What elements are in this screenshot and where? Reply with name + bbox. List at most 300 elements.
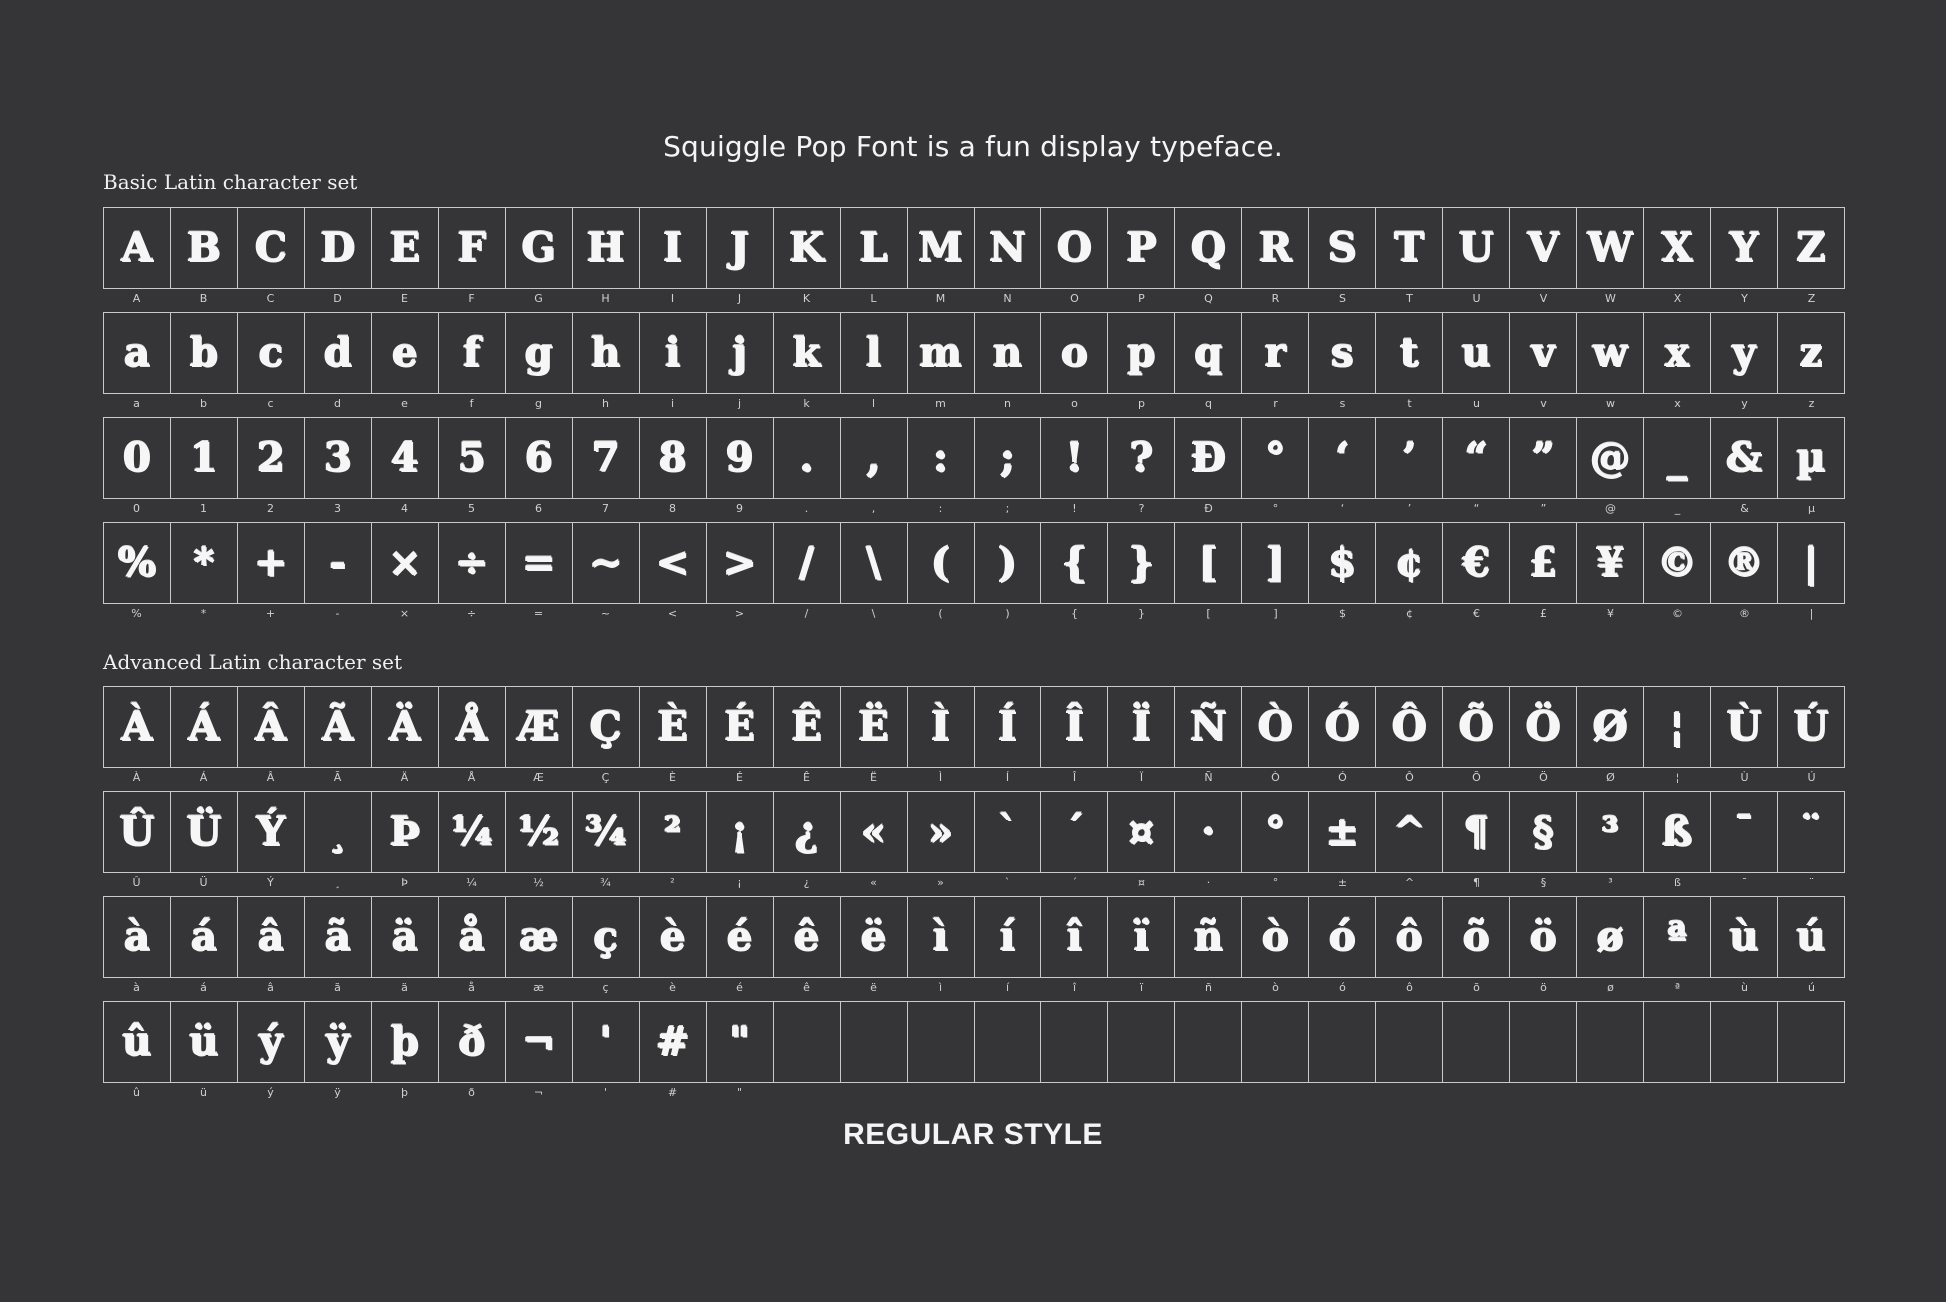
- glyph-label: ë: [870, 981, 877, 994]
- glyph-label: V: [1539, 292, 1548, 305]
- glyph-cell: [1108, 792, 1175, 873]
- glyph-cell: [975, 792, 1042, 873]
- glyph-cell: [104, 1002, 171, 1083]
- glyph-label: ’: [1407, 502, 1412, 515]
- glyph-cell: [908, 418, 975, 499]
- glyph-cell: [573, 897, 640, 978]
- glyph-cell: [238, 792, 305, 873]
- glyph-label: ©: [1672, 607, 1683, 620]
- glyph-cell: [975, 687, 1042, 768]
- glyph-label: [1443, 1083, 1510, 1103]
- glyph-cell: [640, 792, 707, 873]
- glyph-label: *: [200, 607, 207, 620]
- glyph-sample: @: [1590, 434, 1631, 481]
- glyph-label: |: [1809, 607, 1814, 620]
- glyph-label: ö: [1540, 981, 1547, 994]
- glyph-sample: S: [1327, 224, 1357, 271]
- glyph-cell: [908, 897, 975, 978]
- glyph-sample: r: [1264, 329, 1286, 376]
- glyph-label: Ù: [1740, 771, 1749, 784]
- glyph-sample: Đ: [1190, 434, 1226, 481]
- glyph-sample: X: [1661, 224, 1693, 271]
- glyph-cell: [573, 1002, 640, 1083]
- glyph-sample: &: [1725, 434, 1763, 481]
- glyph-label: %: [131, 607, 142, 620]
- glyph-cell: [1443, 313, 1510, 394]
- glyph-cell: [1711, 418, 1778, 499]
- glyph-label: 7: [602, 502, 609, 515]
- glyph-label: /: [804, 607, 809, 620]
- glyph-label: Í: [1005, 771, 1010, 784]
- glyph-sample: Ó: [1324, 703, 1360, 750]
- glyph-sample: ó: [1328, 913, 1356, 960]
- glyph-cell: [238, 687, 305, 768]
- glyph-sample: ð: [458, 1018, 486, 1065]
- glyph-label: ´: [1071, 876, 1078, 889]
- glyph-cell: [104, 313, 171, 394]
- glyph-sample: ô: [1395, 913, 1423, 960]
- glyph-label: [1711, 1083, 1778, 1103]
- glyph-sample: À: [121, 703, 153, 750]
- glyph-cell: [506, 523, 573, 604]
- glyph-sample: ': [599, 1018, 612, 1065]
- glyph-sample: C: [254, 224, 287, 271]
- glyph-label: k: [803, 397, 810, 410]
- glyph-sample: N: [989, 224, 1026, 271]
- glyph-sample: ‘: [1335, 434, 1350, 481]
- glyph-cell: [506, 418, 573, 499]
- glyph-label: [773, 1083, 840, 1103]
- glyph-label: ;: [1005, 502, 1010, 515]
- glyph-label: ó: [1339, 981, 1346, 994]
- glyph-cell: [104, 897, 171, 978]
- glyph-cell: [1041, 313, 1108, 394]
- glyph-cell: [1175, 792, 1242, 873]
- glyph-label: ÿ: [334, 1086, 341, 1099]
- glyph-cell: [439, 687, 506, 768]
- glyph-sample: D: [320, 224, 356, 271]
- glyph-label: _: [1674, 502, 1681, 515]
- glyph-sample: ¬: [521, 1018, 556, 1065]
- glyph-sample: O: [1057, 224, 1092, 271]
- glyph-sample: x: [1665, 329, 1690, 376]
- glyph-label: °: [1272, 502, 1279, 515]
- glyph-sample: ù: [1729, 913, 1759, 960]
- glyph-label: \: [871, 607, 876, 620]
- glyph-label: Ç: [601, 771, 610, 784]
- glyph-label: c: [267, 397, 274, 410]
- glyph-cell: [1242, 897, 1309, 978]
- glyph-cell: [104, 792, 171, 873]
- glyph-cell: [774, 792, 841, 873]
- glyph-sample: [: [1198, 539, 1218, 586]
- glyph-label: Ó: [1338, 771, 1347, 784]
- glyph-label: ¯: [1741, 876, 1748, 889]
- glyph-sample: “: [1464, 434, 1488, 481]
- glyph-label: ¸: [334, 876, 341, 889]
- glyph-label: O: [1070, 292, 1079, 305]
- glyph-cell: [1711, 313, 1778, 394]
- glyph-sample: ì: [932, 913, 949, 960]
- glyph-label: h: [602, 397, 609, 410]
- glyph-cell: [171, 208, 238, 289]
- glyph-sample: Ñ: [1190, 703, 1227, 750]
- glyph-label: 9: [736, 502, 743, 515]
- glyph-label: s: [1339, 397, 1346, 410]
- glyph-cell: [774, 687, 841, 768]
- glyph-cell: [1577, 792, 1644, 873]
- glyph-label: ü: [200, 1086, 207, 1099]
- glyph-sample: ï: [1133, 913, 1149, 960]
- glyph-sample: É: [724, 703, 755, 750]
- glyph-sample: ?: [1129, 434, 1154, 481]
- glyph-label: ù: [1741, 981, 1748, 994]
- glyph-sample: J: [730, 224, 750, 271]
- glyph-cell: [1108, 1002, 1175, 1083]
- glyph-cell: [372, 687, 439, 768]
- glyph-sample: 0: [123, 434, 151, 481]
- glyph-cell: [305, 687, 372, 768]
- glyph-sample: 3: [323, 434, 352, 481]
- glyph-cell: [1778, 208, 1845, 289]
- glyph-sample: v: [1531, 329, 1555, 376]
- glyph-cell: [1175, 523, 1242, 604]
- glyph-label: ¡: [737, 876, 742, 889]
- glyph-label: Ú: [1807, 771, 1816, 784]
- glyph-label: à: [133, 981, 140, 994]
- glyph-label: 8: [669, 502, 676, 515]
- glyph-sample: ö: [1529, 913, 1557, 960]
- advanced-latin-row: [103, 686, 1845, 791]
- glyph-sample: ª: [1667, 913, 1687, 960]
- glyph-label: >: [734, 607, 745, 620]
- glyph-sample: î: [1066, 913, 1083, 960]
- glyph-sample: z: [1799, 329, 1823, 376]
- glyph-sample: G: [521, 224, 556, 271]
- glyph-sample: W: [1587, 224, 1633, 271]
- glyph-cell: [1175, 208, 1242, 289]
- glyph-label: ½: [533, 876, 544, 889]
- glyph-cell: [305, 523, 372, 604]
- glyph-sample: k: [792, 329, 821, 376]
- glyph-label: Á: [199, 771, 208, 784]
- glyph-label: f: [469, 397, 474, 410]
- glyph-cell: [1510, 1002, 1577, 1083]
- glyph-label: Ô: [1405, 771, 1414, 784]
- glyph-label: `: [1004, 876, 1011, 889]
- glyph-cell: [1711, 687, 1778, 768]
- glyph-cell: [1577, 313, 1644, 394]
- glyph-cell: [707, 897, 774, 978]
- glyph-sample: }: [1128, 539, 1155, 586]
- glyph-label: R: [1271, 292, 1280, 305]
- glyph-label: µ: [1808, 502, 1815, 515]
- glyph-label: [1644, 1083, 1711, 1103]
- glyph-sample: p: [1127, 329, 1156, 376]
- glyph-cell: [640, 687, 707, 768]
- glyph-label: [1376, 1083, 1443, 1103]
- glyph-cell: [1041, 1002, 1108, 1083]
- basic-section-title: Basic Latin character set: [103, 170, 358, 194]
- glyph-cell: [1175, 687, 1242, 768]
- glyph-label: I: [670, 292, 675, 305]
- glyph-cell: [573, 208, 640, 289]
- glyph-label: {: [1071, 607, 1078, 620]
- glyph-sample: è: [659, 913, 686, 960]
- glyph-label: ì: [938, 981, 943, 994]
- glyph-label: W: [1605, 292, 1616, 305]
- glyph-label: !: [1072, 502, 1077, 515]
- glyph-sample: A: [121, 224, 153, 271]
- glyph-label: Û: [132, 876, 141, 889]
- style-name: REGULAR STYLE: [843, 1118, 1103, 1151]
- glyph-sample: T: [1394, 224, 1425, 271]
- glyph-label: x: [1674, 397, 1681, 410]
- glyph-label: F: [468, 292, 475, 305]
- glyph-cell: [1376, 897, 1443, 978]
- glyph-sample: Ê: [791, 703, 822, 750]
- glyph-sample: n: [992, 329, 1023, 376]
- glyph-label: [1778, 1083, 1845, 1103]
- glyph-sample: Z: [1796, 224, 1826, 271]
- glyph-sample: ;: [1000, 434, 1015, 481]
- glyph-sample: R: [1258, 224, 1292, 271]
- glyph-sample: w: [1592, 329, 1628, 376]
- glyph-label: °: [1272, 876, 1279, 889]
- glyph-sample: â: [257, 913, 284, 960]
- glyph-label: ·: [1206, 876, 1211, 889]
- glyph-label: £: [1540, 607, 1547, 620]
- glyph-cell: [1644, 523, 1711, 604]
- glyph-sample: M: [918, 224, 963, 271]
- glyph-sample: Ú: [1793, 703, 1829, 750]
- glyph-cell: [1778, 1002, 1845, 1083]
- glyph-cell: [1577, 687, 1644, 768]
- glyph-cell: [707, 687, 774, 768]
- glyph-sample: °: [1265, 434, 1286, 481]
- glyph-sample: l: [865, 329, 882, 376]
- glyph-sample: *: [193, 539, 215, 586]
- glyph-sample: È: [657, 703, 688, 750]
- glyph-label: w: [1606, 397, 1615, 410]
- glyph-cell: [305, 418, 372, 499]
- glyph-sample: ¾: [584, 808, 627, 855]
- glyph-sample: ): [998, 539, 1017, 586]
- glyph-cell: [1309, 418, 1376, 499]
- glyph-cell: [439, 1002, 506, 1083]
- glyph-cell: [439, 897, 506, 978]
- glyph-label: ã: [334, 981, 341, 994]
- glyph-sample: (: [931, 539, 950, 586]
- glyph-label: =: [533, 607, 544, 620]
- glyph-label: [840, 1083, 907, 1103]
- glyph-label: m: [935, 397, 946, 410]
- glyph-cell: [372, 208, 439, 289]
- advanced-latin-grid: [103, 686, 1845, 1106]
- glyph-sample: ^: [1392, 808, 1426, 855]
- glyph-cell: [1041, 897, 1108, 978]
- glyph-label: ": [736, 1086, 743, 1099]
- glyph-sample: .: [799, 434, 814, 481]
- glyph-cell: [1175, 418, 1242, 499]
- glyph-sample: ,: [866, 434, 881, 481]
- glyph-cell: [1041, 687, 1108, 768]
- glyph-label: é: [736, 981, 743, 994]
- glyph-sample: é: [726, 913, 753, 960]
- basic-latin-grid: [103, 207, 1845, 627]
- glyph-sample: õ: [1462, 913, 1490, 960]
- glyph-sample: à: [124, 913, 150, 960]
- glyph-label: û: [133, 1086, 140, 1099]
- glyph-sample: e: [392, 329, 418, 376]
- glyph-cell: [1443, 208, 1510, 289]
- glyph-sample: Í: [998, 703, 1017, 750]
- glyph-label: [1175, 1083, 1242, 1103]
- glyph-label: Î: [1072, 771, 1077, 784]
- glyph-sample: i: [665, 329, 681, 376]
- glyph-cell: [1376, 418, 1443, 499]
- glyph-sample: 7: [591, 434, 620, 481]
- glyph-label: Ø: [1606, 771, 1615, 784]
- glyph-label: v: [1540, 397, 1547, 410]
- glyph-cell: [1644, 208, 1711, 289]
- glyph-sample: ÿ: [326, 1018, 350, 1065]
- glyph-label: T: [1406, 292, 1413, 305]
- glyph-sample: ü: [189, 1018, 219, 1065]
- glyph-cell: [774, 523, 841, 604]
- glyph-cell: [774, 313, 841, 394]
- glyph-sample: å: [458, 913, 485, 960]
- glyph-label: ð: [468, 1086, 475, 1099]
- glyph-cell: [707, 523, 774, 604]
- glyph-sample: µ: [1796, 434, 1826, 481]
- glyph-label: »: [937, 876, 944, 889]
- glyph-cell: [1309, 1002, 1376, 1083]
- glyph-cell: [1443, 1002, 1510, 1083]
- glyph-sample: ú: [1796, 913, 1826, 960]
- glyph-label: :: [938, 502, 943, 515]
- glyph-cell: [1175, 313, 1242, 394]
- glyph-sample: F: [457, 224, 486, 271]
- glyph-sample: Æ: [518, 703, 560, 750]
- glyph-sample: L: [859, 224, 888, 271]
- glyph-sample: £: [1529, 539, 1558, 586]
- glyph-cell: [707, 1002, 774, 1083]
- glyph-label: [1510, 1083, 1577, 1103]
- glyph-cell: [238, 1002, 305, 1083]
- glyph-sample: q: [1194, 329, 1223, 376]
- glyph-label: ¨: [1808, 876, 1815, 889]
- basic-latin-row: [103, 522, 1845, 627]
- glyph-label: $: [1339, 607, 1346, 620]
- glyph-cell: [1510, 523, 1577, 604]
- glyph-label: ª: [1674, 981, 1681, 994]
- glyph-cell: [171, 313, 238, 394]
- glyph-cell: [1376, 792, 1443, 873]
- glyph-cell: [640, 208, 707, 289]
- glyph-sample: =: [521, 539, 556, 586]
- glyph-cell: [707, 792, 774, 873]
- glyph-label: 2: [267, 502, 274, 515]
- glyph-sample: ±: [1325, 808, 1360, 855]
- glyph-cell: [1242, 1002, 1309, 1083]
- glyph-label: H: [601, 292, 610, 305]
- glyph-cell: [975, 1002, 1042, 1083]
- glyph-cell: [305, 792, 372, 873]
- glyph-sample: V: [1527, 224, 1559, 271]
- glyph-label: ): [1005, 607, 1010, 620]
- glyph-sample: Ë: [858, 703, 889, 750]
- glyph-cell: [372, 897, 439, 978]
- glyph-sample: {: [1061, 539, 1088, 586]
- glyph-label: Ü: [199, 876, 208, 889]
- glyph-cell: [774, 1002, 841, 1083]
- glyph-cell: [171, 1002, 238, 1083]
- glyph-sample: 5: [457, 434, 486, 481]
- glyph-label: ±: [1337, 876, 1348, 889]
- glyph-cell: [841, 208, 908, 289]
- glyph-sample: ë: [860, 913, 887, 960]
- glyph-label: -: [335, 607, 340, 620]
- glyph-label: ä: [401, 981, 408, 994]
- glyph-sample: j: [732, 329, 747, 376]
- glyph-cell: [171, 792, 238, 873]
- glyph-sample: 4: [390, 434, 419, 481]
- glyph-label: õ: [1473, 981, 1480, 994]
- glyph-sample: a: [124, 329, 150, 376]
- glyph-cell: [372, 1002, 439, 1083]
- glyph-sample: o: [1061, 329, 1088, 376]
- glyph-label: [1108, 1083, 1175, 1103]
- glyph-sample: 8: [658, 434, 687, 481]
- glyph-cell: [1644, 792, 1711, 873]
- glyph-cell: [1510, 687, 1577, 768]
- glyph-cell: [1242, 313, 1309, 394]
- glyph-cell: [439, 792, 506, 873]
- glyph-cell: [640, 897, 707, 978]
- glyph-label: ?: [1138, 502, 1145, 515]
- glyph-label: ': [603, 1086, 608, 1099]
- glyph-label: N: [1003, 292, 1012, 305]
- glyph-label: y: [1741, 397, 1748, 410]
- glyph-cell: [1309, 523, 1376, 604]
- glyph-label: S: [1339, 292, 1346, 305]
- glyph-sample: þ: [390, 1018, 419, 1065]
- advanced-latin-row: [103, 1001, 1845, 1106]
- glyph-cell: [1778, 792, 1845, 873]
- glyph-label: Þ: [401, 876, 408, 889]
- glyph-cell: [1778, 523, 1845, 604]
- glyph-cell: [506, 897, 573, 978]
- glyph-label: î: [1072, 981, 1077, 994]
- glyph-sample: ¡: [730, 808, 749, 855]
- glyph-cell: [975, 208, 1042, 289]
- glyph-sample: g: [524, 329, 553, 376]
- glyph-sample: !: [1065, 434, 1084, 481]
- glyph-cell: [1108, 523, 1175, 604]
- glyph-cell: [1376, 1002, 1443, 1083]
- glyph-label: ¾: [600, 876, 611, 889]
- glyph-sample: y: [1732, 329, 1756, 376]
- glyph-label: Ë: [870, 771, 877, 784]
- glyph-label: ¬: [533, 1086, 544, 1099]
- glyph-sample: ·: [1201, 808, 1216, 855]
- glyph-sample: 2: [256, 434, 285, 481]
- glyph-label: U: [1472, 292, 1481, 305]
- glyph-sample: Á: [188, 703, 220, 750]
- glyph-cell: [1778, 418, 1845, 499]
- glyph-label: [1309, 1083, 1376, 1103]
